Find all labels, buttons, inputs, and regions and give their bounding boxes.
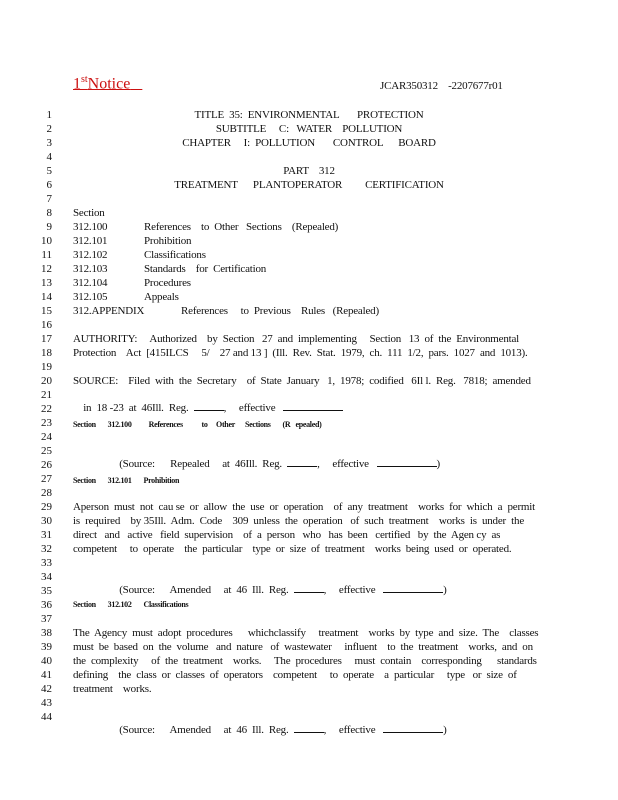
body-line: direct and active field supervision of a person who has been certified by the Agen cy as [73,529,501,541]
line-number: 17 [41,333,52,345]
toc-title: Classifications [144,249,206,261]
line-number: 18 [41,347,52,359]
line-number: 33 [41,557,52,569]
part-line: PART 312 [283,165,335,177]
body-line: the complexity of the treatment works. The procedures must contain corresponding standards [73,655,537,667]
authority-line-2: Protection Act [415ILCS 5/ 27 and 13 ] (Ill. Rev. Stat. 1979, ch. 111 1/2, pars. 1027 and 1013). [73,347,528,359]
toc-title: Prohibition [144,235,192,247]
section-heading: Section 312.100 References to Other Sections (R epealed) [73,420,322,429]
toc-label: Section [73,207,105,219]
toc-title: References to Other Sections (Repealed) [144,221,339,233]
line-number: 1 [46,109,52,121]
chapter-line: CHAPTER I: POLLUTION CONTROL BOARD [182,137,436,149]
toc-num: 312.102 [73,249,108,261]
line-number: 6 [46,179,52,191]
line-number: 37 [41,613,52,625]
toc-num: 312.105 [73,291,108,303]
line-number: 34 [41,571,52,583]
body-line: must be based on the volume and nature of wastewater influent to the treatment works, and on [73,641,533,653]
source-note: (Source: Amended at 46 Ill. Reg. , effective ) [119,584,447,596]
subtitle-line: SUBTITLE C: WATER POLLUTION [215,123,403,135]
part-title-line: TREATMENT PLANTOPERATOR CERTIFICATION [174,179,444,191]
line-number: 3 [46,137,52,149]
title-line: TITLE 35: ENVIRONMENTAL PROTECTION [194,109,424,121]
line-number: 39 [41,641,52,653]
line-number: 28 [41,487,52,499]
body-line: treatment works. [73,683,152,695]
toc-title: Appeals [144,291,179,303]
toc-num: 312.APPENDIX [73,305,145,317]
line-number: 44 [41,711,52,723]
line-number: 21 [41,389,52,401]
line-number: 29 [41,501,52,513]
body-line: defining the class or classes of operators competent to operate a particular type or size of [73,669,517,681]
line-number: 11 [41,249,52,261]
source-note: (Source: Amended at 46 Ill. Reg. , effective ) [119,724,447,736]
toc-title: Procedures [144,277,191,289]
line-number: 12 [41,263,52,275]
line-number: 9 [46,221,52,233]
source-line-2: in 18 -23 at 46Ill. Reg. , effective [73,390,343,425]
source-line-1: SOURCE: Filed with the Secretary of State January 1, 1978; codified 6Il l. Reg. 7818; amended [73,375,531,387]
line-number: 22 [41,403,52,415]
line-number: 8 [46,207,52,219]
line-number: 15 [41,305,52,317]
body-line: is required by 35Ill. Adm. Code 309 unless the operation of such treatment works is under the [73,515,524,527]
line-number: 41 [41,669,52,681]
line-number: 35 [41,585,52,597]
line-number: 19 [41,361,52,373]
line-number: 7 [46,193,52,205]
authority-line-1: AUTHORITY: Authorized by Section 27 and implementing Section 13 of the Environmental [73,333,520,345]
line-number: 23 [41,417,52,429]
line-number: 31 [41,529,52,541]
line-number: 38 [41,627,52,639]
toc-title: References to Previous Rules (Repealed) [181,305,379,317]
source-note: (Source: Repealed at 46Ill. Reg. , effective ) [119,458,440,470]
toc-title: Standards for Certification [144,263,267,275]
toc-num: 312.100 [73,221,108,233]
line-number: 43 [41,697,52,709]
section-heading: Section 312.102 Classifications [73,600,189,609]
line-number: 24 [41,431,52,443]
line-number: 20 [41,375,52,387]
line-number: 2 [46,123,52,135]
toc-num: 312.101 [73,235,108,247]
body-line: The Agency must adopt procedures whichclassify treatment works by type and size. The classes [73,627,539,639]
body-line: competent to operate the particular type or size of treatment works being used or operated. [73,543,512,555]
line-number: 32 [41,543,52,555]
line-number: 4 [46,151,52,163]
document-id: JCAR350312 -2207677r01 [380,80,503,92]
line-number: 27 [41,473,52,485]
line-number: 13 [41,277,52,289]
line-number: 16 [41,319,52,331]
line-number: 25 [41,445,52,457]
line-number: 5 [46,165,52,177]
line-number: 10 [41,235,52,247]
toc-num: 312.104 [73,277,108,289]
notice-label: 1stNotice [73,74,131,93]
section-heading: Section 312.101 Prohibition [73,476,180,485]
line-number: 26 [41,459,52,471]
body-line: Aperson must not cau se or allow the use or operation of any treatment works for which a permit [73,501,535,513]
toc-num: 312.103 [73,263,108,275]
line-number: 36 [41,599,52,611]
line-number: 14 [41,291,52,303]
line-number: 42 [41,683,52,695]
line-number: 40 [41,655,52,667]
line-number: 30 [41,515,52,527]
